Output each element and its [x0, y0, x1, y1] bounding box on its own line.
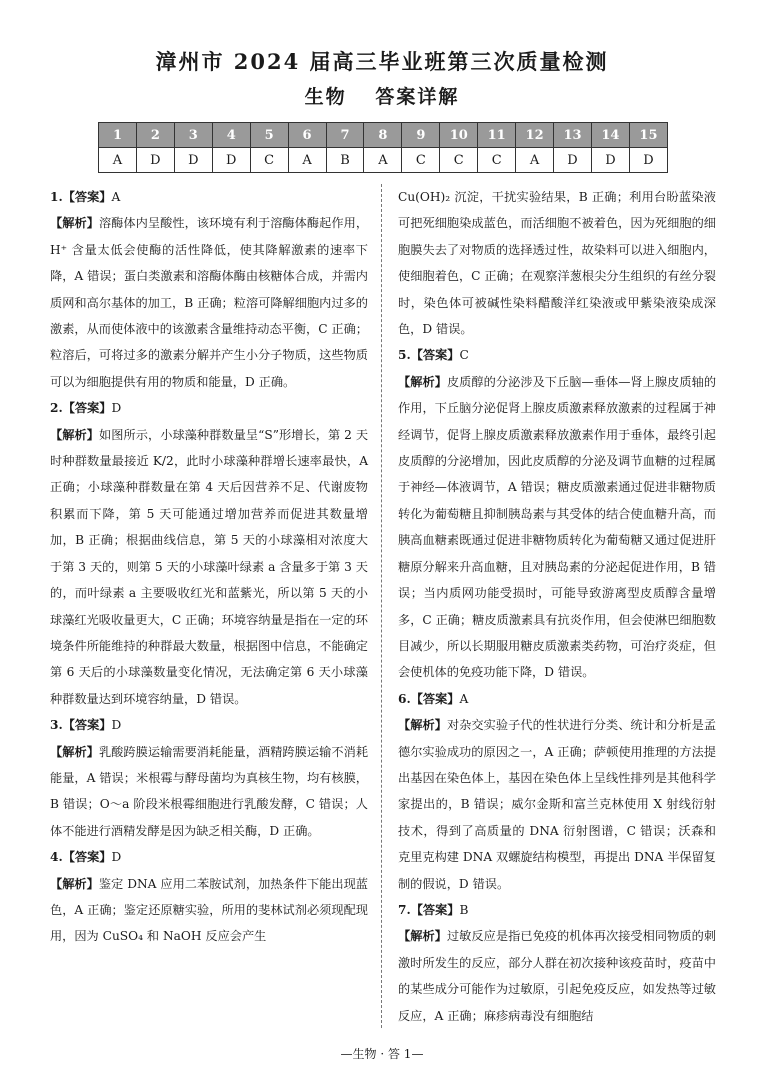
answer-letter: D — [111, 850, 122, 865]
analysis-text: 溶酶体内呈酸性，该环境有利于溶酶体酶起作用，H⁺ 含量太低会使酶的活性降低，使其降解激素的速率下降，A 错误；蛋白类激素和溶酶体酶由核糖体合成，并需内质网和高尔基体的加工，B 正确；粒溶可降解细胞内过多的激素，从而使体液中的该激素含量维持动态平衡，C 正确；粒溶后，可将过多的激素分解并产生小分子物质，这些物质可以为细胞提供有用的物质和能量，D 正确。 — [50, 216, 369, 389]
question-number-cell: 9 — [402, 123, 440, 148]
answer-tag: 【答案】 — [62, 718, 112, 733]
answer-cell: D — [629, 148, 667, 173]
analysis-text: 乳酸跨膜运输需要消耗能量，酒精跨膜运输不消耗能量，A 错误；米根霉与酵母菌均为真核生物，均有核膜，B 错误；O～a 阶段米根霉细胞进行乳酸发酵，C 错误；人体不能进行酒精发酵是因为缺乏相关酶，D 正确。 — [50, 744, 369, 838]
analysis-text: 如图所示，小球藻种群数量呈“S”形增长，第 2 天时种群数量最接近 K/2，此时小球藻种群增长速率最快，A 正确；小球藻种群数量在第 4 天后因营养不足、代谢废物积累而下降，第 5 天可能通过增加营养而促进其数量增加，B 正确；根据曲线信息，第 5 天的小球藻相对浓度大于第 3 天的，则第 5 天的小球藻叶绿素 a 含量多于第 3 天的，而叶绿素 a 主要吸收红光和蓝紫光，所以第 5 天的小球藻红光吸收量更大，C 正确；环境容纳量是指在一定的环境条件所能维持的种群最大数量，根据图中信息，不能确定第 6 天后的小球藻数量变化情况，无法确定第 6 天小球藻种群数量达到环境容纳量，D 错误。 — [50, 427, 369, 706]
subject-label: 生物 — [304, 86, 347, 108]
analysis-tag: 【解析】 — [50, 744, 99, 759]
analysis-tag: 【解析】 — [50, 216, 99, 231]
question-number: 1. — [50, 190, 63, 204]
answer-tag: 【答案】 — [62, 401, 112, 416]
analysis-tag: 【解析】 — [398, 929, 447, 944]
question-answer-heading — [398, 897, 716, 923]
right-column — [398, 184, 716, 1029]
question-number: 7. — [398, 902, 411, 917]
analysis-paragraph — [398, 184, 716, 342]
answer-tag: 【答案】 — [410, 691, 460, 706]
question-number-cell: 5 — [250, 123, 288, 148]
answer-cell: C — [250, 148, 288, 173]
answer-cell: A — [364, 148, 402, 173]
answer-cell: C — [440, 148, 478, 173]
analysis-paragraph — [50, 739, 368, 845]
analysis-text: 皮质醇的分泌涉及下丘脑—垂体—肾上腺皮质轴的作用，下丘脑分泌促肾上腺皮质激素释放激素的过程属于神经调节，促肾上腺皮质激素释放激素作用于垂体，最终引起皮质醇的分泌增加，因此皮质醇的分泌及调节血糖的过程属于神经—体液调节，A 错误；糖皮质激素通过促进非糖物质转化为葡萄糖且抑制胰岛素与其受体的结合使血糖升高，而胰高血糖素既通过促进非糖物质转化为葡萄糖又通过促进肝糖原分解来升高血糖，且对胰岛素的分泌起促进作用，B 错误；当内质网功能受损时，可能导致游离型皮质醇含量增多，C 正确；糖皮质激素具有抗炎作用，但会使淋巴细胞数目减少，所以长期服用糖皮质激素类药物，可治疗炎症，但会使机体的免疫功能下降，D 错误。 — [398, 374, 717, 680]
question-answer-heading — [50, 844, 368, 870]
analysis-paragraph — [50, 210, 368, 395]
question-number-row — [99, 123, 668, 148]
question-number-cell: 12 — [516, 123, 554, 148]
question-number-cell: 6 — [288, 123, 326, 148]
answer-cell: A — [516, 148, 554, 173]
question-answer-heading — [50, 184, 368, 210]
answer-letter: A — [459, 691, 469, 706]
question-number-cell: 15 — [629, 123, 667, 148]
analysis-tag: 【解析】 — [398, 718, 447, 733]
answer-cell: D — [591, 148, 629, 173]
answer-tag: 【答案】 — [410, 348, 460, 363]
answer-tag: 【答案】 — [410, 902, 460, 917]
analysis-text: Cu(OH)₂ 沉淀，干扰实验结果，B 正确；利用台盼蓝染液可把死细胞染成蓝色，而活细胞不被着色，因为死细胞的细胞膜失去了对物质的选择透过性，故染料可以进入细胞内，使细胞着色，C 正确；在观察洋葱根尖分生组织的有丝分裂时，染色体可被碱性染料醋酸洋红染液或甲紫染液染成深色，D 错误。 — [398, 190, 716, 337]
analysis-paragraph — [50, 422, 368, 712]
analysis-paragraph — [398, 712, 716, 897]
answer-letter: D — [111, 401, 122, 416]
question-number: 6. — [398, 691, 411, 706]
question-answer-heading — [50, 712, 368, 738]
question-number-cell: 7 — [326, 123, 364, 148]
question-answer-heading — [50, 395, 368, 421]
answer-letter: C — [459, 348, 469, 363]
analysis-text: 鉴定 DNA 应用二苯胺试剂，加热条件下能出现蓝色，A 正确；鉴定还原糖实验，所用的斐林试剂必须现配现用，因为 CuSO₄ 和 NaOH 反应会产生 — [50, 876, 368, 944]
answer-cell: C — [402, 148, 440, 173]
answer-key-table — [98, 122, 668, 173]
answer-cell: D — [212, 148, 250, 173]
question-number-cell: 10 — [440, 123, 478, 148]
analysis-paragraph — [398, 923, 716, 1029]
analysis-tag: 【解析】 — [50, 427, 99, 442]
question-number-cell: 11 — [478, 123, 516, 148]
analysis-text: 过敏反应是指已免疫的机体再次接受相同物质的刺激时所发生的反应，部分人群在初次接种该疫苗时，疫苗中的某些成分可能作为过敏原，引起免疫反应，如发热等过敏反应，A 正确；麻疹病毒没有细胞结 — [398, 929, 717, 1023]
answer-cell: D — [174, 148, 212, 173]
answer-cell: B — [326, 148, 364, 173]
column-divider — [381, 184, 382, 1028]
question-number-cell: 13 — [554, 123, 592, 148]
answer-cell: D — [136, 148, 174, 173]
page-title: 漳州市 2024 届高三毕业班第三次质量检测 — [155, 49, 609, 74]
answer-letter: A — [111, 190, 121, 204]
question-number-cell: 4 — [212, 123, 250, 148]
analysis-paragraph — [50, 871, 368, 950]
question-number: 5. — [398, 348, 411, 363]
question-answer-heading — [398, 686, 716, 712]
analysis-text: 对杂交实验子代的性状进行分类、统计和分析是孟德尔实验成功的原因之一，A 正确；萨顿使用推理的方法提出基因在染色体上，基因在染色体上呈线性排列是其他科学家提出的，B 错误；威尔金斯和富兰克林使用 X 射线衍射技术，得到了高质量的 DNA 衍射图谱，C 错误；沃森和克里克构建 DNA 双螺旋结构模型，再提出 DNA 半保留复制的假说，D 错误。 — [398, 718, 717, 891]
question-number: 4. — [50, 850, 63, 865]
analysis-tag: 【解析】 — [50, 876, 99, 891]
question-number-cell: 1 — [99, 123, 137, 148]
question-answer-heading — [398, 342, 716, 368]
answer-letter: D — [111, 718, 122, 733]
answer-row — [99, 148, 668, 173]
answer-cell: A — [288, 148, 326, 173]
answer-cell: C — [478, 148, 516, 173]
question-number-cell: 14 — [591, 123, 629, 148]
answer-tag: 【答案】 — [62, 190, 112, 204]
analysis-tag: 【解析】 — [398, 374, 447, 389]
question-number-cell: 3 — [174, 123, 212, 148]
question-number: 2. — [50, 401, 63, 416]
page-footer: —生物 · 答 1— — [340, 1047, 424, 1061]
answer-cell: D — [554, 148, 592, 173]
left-column — [50, 184, 368, 950]
question-number-cell: 8 — [364, 123, 402, 148]
answer-letter: B — [459, 902, 469, 917]
answer-tag: 【答案】 — [62, 850, 112, 865]
analysis-paragraph — [398, 369, 716, 686]
page-subtitle — [0, 82, 764, 109]
doc-type-label: 答案详解 — [375, 86, 460, 108]
question-number-cell: 2 — [136, 123, 174, 148]
question-number: 3. — [50, 718, 63, 733]
answer-cell: A — [99, 148, 137, 173]
